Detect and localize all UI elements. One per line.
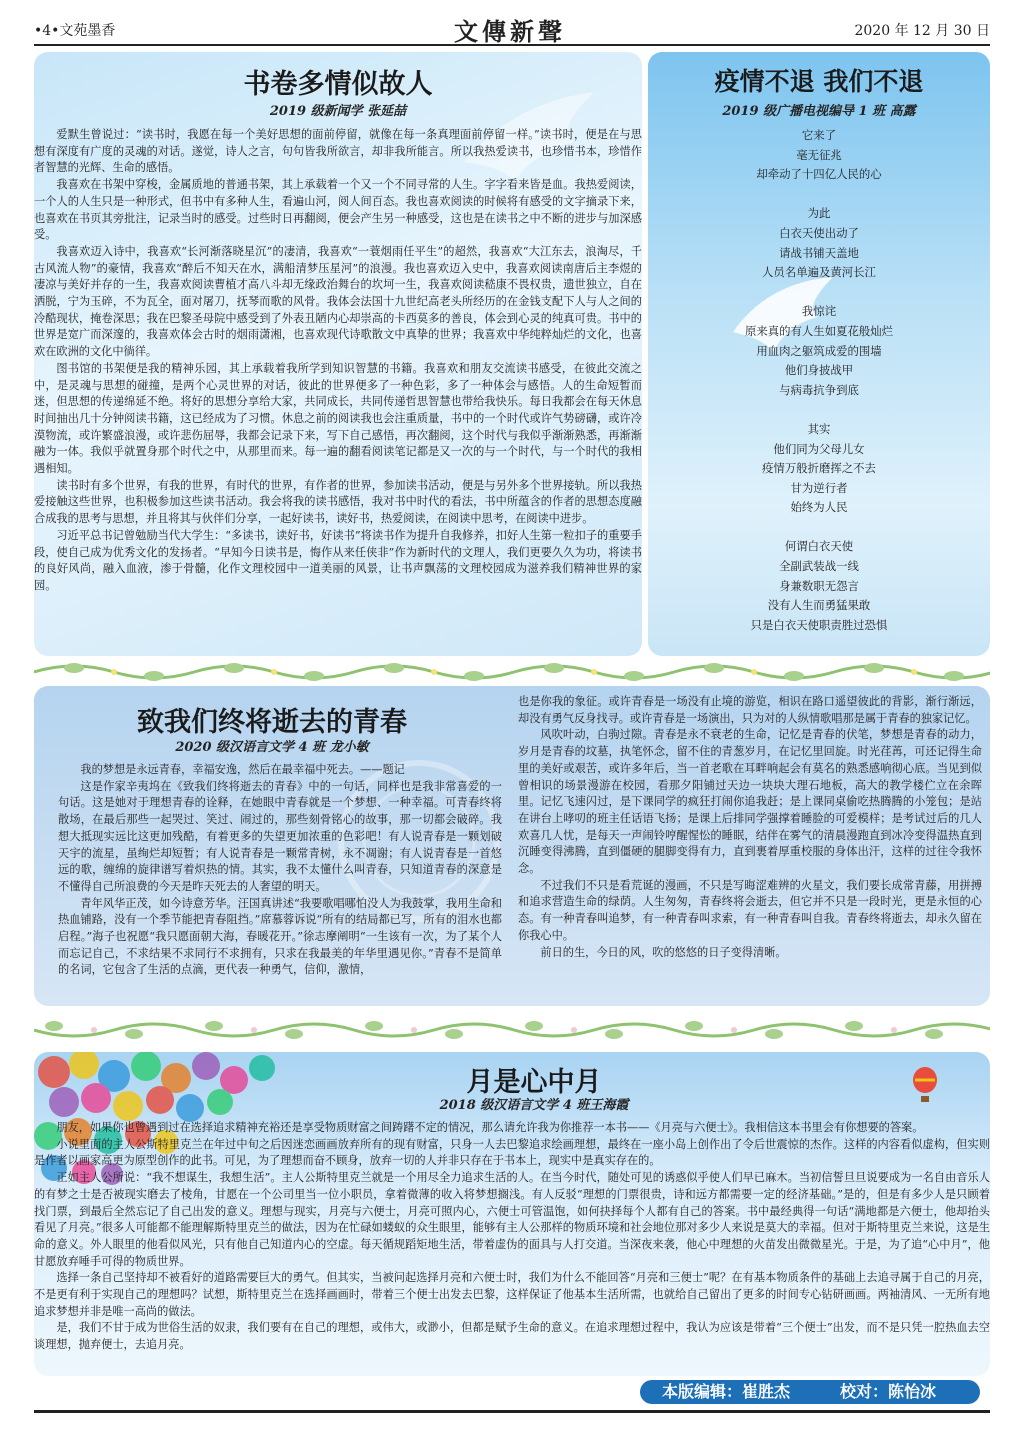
poem-stanza bbox=[648, 420, 990, 518]
poem-stanza bbox=[648, 126, 990, 185]
article2-byline: 2019 级广播电视编导 1 班 高露 bbox=[722, 104, 916, 119]
article3-paragraph: 风吹叶动，白驹过隙。青春是永不衰老的生命，记忆是青春的伏笔，梦想是青春的动力，岁月是青春的坟墓，执笔怀念，留不住的青葱岁月，在记忆里回旋。时光荏苒，可还记得生命里的美好或艰苦，或许多年后，当一首老歌在耳畔响起会有莫名的熟悉感响彻心底。当见到似曾相识的场景漫游在校园，看那夕阳铺过天边一块块大理石地板，高大的教学楼伫立在余晖里。记忆飞速闪过，是下课同学的疯狂打闹你追我赶；是上课同桌偷吃热腾腾的小笼包；是站在讲台上哮叨的班主任话语飞扬；是课上后排同学强撑着睡脸的可爱模样；是考试过后的几人欢喜几人忧，是每天一声闹铃哼醒惺忪的睡眠，结伴在雾气的清晨漫跑直到冰冷变得温热直到沉睡变得沸腾，直到僵硬的腿脚变得有力，直到裹着厚重校服的身体出汗，这样的过往令我怀念。 bbox=[518, 728, 982, 876]
article4-paragraph: 正如主人公所说：“我不想谋生，我想生活”。主人公斯特里克兰就是一个用尽全力追求生活的人。在当今时代，随处可见的诱惑似乎使人们早已麻木。当初信誓旦旦说要成为一名自由音乐人的有梦之士是否被现实磨去了棱角，甘愿在一个公司里当一位小职员，拿着微薄的收入将梦想搁浅。有人反驳“理想的门票很贵，诗和远方都需要一定的经济基础。”是的，但是有多少人是只顾着找门票，到最后全然忘记了自己出发的意义。理想与现实，月亮与六便士，月亮可照内心，六便士可管温饱，如何抉择每个人都有自己的答案。书中最经典得一句话“满地都是六便士，他却抬头看见了月亮。”很多人可能都不能理解斯特里克兰的做法，因为在忙碌如蝼蚁的众生眼里，能够有主人公那样的物质环境和社会地位那对多少人来说是莫大的幸福。但对于斯特里克兰来说，这是生命的意义。外人眼里的他看似风光，只有他自己知道内心的空虚。每天循规蹈矩地生活，带着虚伪的面具与人打交道。当深夜来袭，他心中理想的火苗发出微微星光。于是，为了追“心中月”，他甘愿放弃唾手可得的物质世界。 bbox=[34, 1171, 990, 1268]
article1-paragraph: 读书时有多个世界，有我的世界，有时代的世界，有作者的世界，参加读书活动，便是与另外多个世界接轨。所以我热爱接触这些世界，也积极参加这些读书活动。我会将我的读书感悟，我对书中时代的看法，书中所蕴含的作者的思想态度融合成我的思考与思想，并且将其与伙伴们分享，一起好读书，读好书，热爱阅读，在阅读中思考，在阅读中进步。 bbox=[34, 478, 642, 526]
poem-line: 他们同为父母儿女 bbox=[773, 441, 865, 456]
article1-paragraph: 我喜欢在书架中穿梭，金属质地的普通书架，其上承载着一个又一个不同寻常的人生。字字看来皆是血。我热爱阅读，一个人的人生只是一种形式，但书中有多种人生，看遍山河，阅人间百态。我也喜欢阅读的时候将有感受的文字摘录下来，也喜欢在书页其旁批注，记录当时的感受。过些时日再翻阅，便会产生另一种感受，这也是在读书之中不断的进步与加深感受。 bbox=[34, 178, 642, 242]
article4-paragraph: 选择一条自己坚持却不被看好的道路需要巨大的勇气。但其实，当被问起选择月亮和六便士时，我们为什么不能回答“月亮和三便士”呢？在有基本物质条件的基础上去追寻属于自己的月亮，不是更有利于实现自己的理想吗？试想，斯特里克兰在选择画画时，带着三个便士出发去巴黎，这样保证了他基本生活所需，也就给自己留出了更多的时间专心钻研画画。两袖清风、一无所有地追求梦想并非是唯一高尚的做法。 bbox=[34, 1271, 990, 1318]
page-header bbox=[34, 12, 990, 46]
page-section-label: •4•文苑墨香 bbox=[34, 23, 116, 39]
article3-col1 bbox=[58, 762, 502, 979]
poem-line: 为此 bbox=[807, 206, 831, 221]
poem-line: 人员名单遍及黄河长江 bbox=[762, 265, 876, 280]
poem-line: 用血肉之躯筑成爱的围墙 bbox=[756, 343, 882, 358]
article3-paragraph: 不过我们不只是看荒诞的漫画，不只是写晦涩难辨的火星文，我们要长成常青藤，用拼搏和追求营造生命的绿荫。人生匆匆，青春终将会逝去，但它并不只是一段时光，更是永恒的心态。有一种青春叫追梦，有一种青春叫求索，有一种青春叫自我。青春终将逝去，却永久留在你我心中。 bbox=[518, 878, 982, 942]
article1-body bbox=[34, 127, 642, 595]
article2-title: 疫情不退 我们不退 bbox=[714, 67, 924, 96]
article4-body bbox=[34, 1120, 990, 1354]
footer-rule bbox=[34, 1410, 990, 1413]
poem-stanza bbox=[648, 537, 990, 635]
poem-line: 我惊诧 bbox=[801, 304, 837, 319]
poem-line: 其实 bbox=[807, 421, 831, 436]
article3-paragraph: 这是作家辛夷坞在《致我们终将逝去的青春》中的一句话，同样也是我非常喜爱的一句话。这是她对于理想青春的诠释，在她眼中青春就是一个梦想、一种幸福。可青春终将散场，在最后那些一起哭过、笑过、闹过的，那些刻骨铭心的故事，那一切都会破碎。我想大抵现实远比这更加残酷，有着更多的失望更加浓重的色彩吧！有人说青春是一颗划破天宇的流星，虽绚烂却短暂；有人说青春是一颗常青树，永不凋谢；有人说青春是一首悠远的歌，缠绵的旋律谱写着炽热的情。其实，我不太懂什么叫青春，只知道青春的深意是不懂得自己所浪费的今天是昨天死去的人奢望的明天。 bbox=[58, 779, 502, 893]
article1-byline: 2019 级新闻学 张延喆 bbox=[269, 104, 407, 119]
article3-paragraph: 也是你我的象征。或许青春是一场没有止境的游览，相识在路口遥望彼此的背影，渐行渐远，却没有勇气反身找寻。或许青春是一场演出，只为对的人纵情歌唱那是属于青春的独家记忆。 bbox=[518, 695, 982, 725]
poem-line: 身兼数职无怨言 bbox=[779, 578, 859, 593]
article1-paragraph: 我喜欢迈入诗中，我喜欢“长河渐落晓星沉”的凄清，我喜欢“一蓑烟雨任平生”的超然，我喜欢“大江东去，浪淘尽，千古风流人物”的豪情，我喜欢“醉后不知天在水，满船清梦压星河”的浪漫。我也喜欢迈入史中，我喜欢阅读南唐后主李煜的凄凉与美好并存的一生，我喜欢阅读曹植才高八斗却无缘政治舞台的坎坷一生，我喜欢阅读嵇康不畏权贵，遗世独立，自在洒脱，宁为玉碎，不为瓦全，面对屠刀，抚琴而歌的风骨。我体会法国十九世纪高老头所经历的在金钱支配下人与人之间的冷酷现状，掩卷深思；我在巴黎圣母院中感受到了外表丑陋内心却崇高的卡西莫多的善良，体会到心灵的纯真可贵。书中的世界是宽广而深邃的，我喜欢体会古时的烟雨潇湘，也喜欢现代诗歌散文中真挚的世界；我喜欢中华纯粹灿烂的文化，也喜欢在欧洲的文化中徜徉。 bbox=[34, 244, 642, 359]
article1-paragraph: 图书馆的书架便是我的精神乐园，其上承载着我所学到知识智慧的书籍。我喜欢和朋友交流读书感受，在彼此交流之中，是灵魂与思想的碰撞，是两个心灵世界的对话，彼此的世界便多了一种色彩，多了一种体会与感悟。人的生命短暂而迷，但思想的传递绵延不绝。将好的思想分享给大家，共同成长，共同传递哲思智慧也带给我快乐。每日我都会在每天休息时间抽出几十分钟阅读书籍，这已经成为了习惯。休息之前的阅读我也会注重质量，书中的一个时代或许气势磅礴，或许冷漠物流，或许繁盛浪漫，或许悲伤屈辱，我都会记录下来，写下自己感悟，再次翻阅，这个时代与我似乎渐渐熟悉，再渐渐融为一体。我似乎就置身那个时代之中，从那里而来。每一遍的翻看阅读笔记都是又一次的与一个时代，与一个时代的我相遇相知。 bbox=[34, 361, 642, 476]
article4-byline: 2018 级汉语言文学 4 班王海霞 bbox=[439, 1098, 629, 1113]
article4-paragraph: 是，我们不甘于成为世俗生活的奴隶，我们要有在自己的理想，或伟大，或渺小，但都是赋予生命的意义。在追求理想过程中，我认为应该是带着“三个便士”出发，而不是只凭一腔热血去空谈理想，抛弃便士，去追月亮。 bbox=[34, 1321, 990, 1352]
poem-line: 原来真的有人生如夏花般灿烂 bbox=[744, 323, 894, 338]
article4-paragraph: 朋友，如果你也曾遇到过在选择追求精神充裕还是享受物质财富之间踌躇不定的情况，那么请允许我为你推荐一本书——《月亮与六便士》。我相信这本书里会有你想要的答案。 bbox=[56, 1121, 924, 1134]
leaf-vine-divider-icon bbox=[34, 1018, 990, 1042]
editor-credit-box bbox=[640, 1380, 980, 1404]
article1-title: 书卷多情似故人 bbox=[243, 69, 433, 100]
proofreader-credit: 校对：陈怡冰 bbox=[840, 1382, 937, 1401]
poem-line: 始终为人民 bbox=[790, 500, 848, 515]
poem-line: 请战书铺天盖地 bbox=[779, 245, 859, 260]
article4-title: 月是心中月 bbox=[466, 1067, 602, 1098]
poem-line: 却牵动了十四亿人民的心 bbox=[756, 167, 882, 182]
article3-byline: 2020 级汉语言文学 4 班 龙小敏 bbox=[175, 740, 369, 755]
article3-title: 致我们终将逝去的青春 bbox=[137, 707, 407, 738]
poem-line: 何谓白衣天使 bbox=[784, 539, 854, 554]
article4-paragraph: 小说里面的主人公斯特里克兰在年过中旬之后因迷恋画画放弃所有的现有财富，只身一人去巴黎追求绘画理想，最终在一座小岛上创作出了令后世震惊的杰作。这样的内容看似虚构，但实则是作者以画家高更为原型创作的此书。可见，为了理想而奋不顾身，放弃一切的人并非只存在于书本上，现实中是真实存在的。 bbox=[34, 1137, 990, 1168]
poem-line: 没有人生而勇猛果敢 bbox=[767, 598, 871, 613]
poem-line: 它来了 bbox=[801, 128, 837, 142]
editor-credit: 本版编辑：崔胜杰 bbox=[662, 1382, 791, 1401]
article1-paragraph: 爱默生曾说过：“读书时，我愿在每一个美好思想的面前停留，就像在每一条真理面前停留一样。”读书时，便是在与思想有深度有广度的灵魂的对话。遂觉，诗人之言，句句皆我所欲言，却非我所能言。所以我热爱读书，也珍惜书本，珍惜作者智慧的光辉、生命的感悟。 bbox=[34, 128, 642, 175]
article1-paragraph: 习近平总书记曾勉励当代大学生：“多读书，读好书，好读书”将读书作为提升自我修养，扣好人生第一粒扣子的重要手段，使自己成为优秀文化的发扬者。“早知今日读书是，悔作从来任侠非”作为新时代的文理人，我们更要久久为功，将读书的良好风尚，融入血液，渗于骨髓，化作文理校园中一道美丽的风景，让书声飘荡的文理校园成为滋养我们精神世界的家园。 bbox=[34, 528, 642, 592]
poem-line: 毫无征兆 bbox=[796, 147, 842, 162]
poem-stanza bbox=[648, 204, 990, 282]
masthead: 文傳新聲 bbox=[454, 17, 566, 46]
poem-stanza bbox=[648, 302, 990, 400]
poem-line: 他们身披战甲 bbox=[784, 363, 854, 378]
article3-paragraph: 前日的生，今日的风，吹的悠悠的日子变得清晰。 bbox=[540, 945, 787, 959]
header-rule bbox=[34, 44, 990, 46]
leaf-vine-divider-icon bbox=[34, 660, 990, 684]
poem-line: 与病毒抗争到底 bbox=[779, 382, 859, 397]
poem-line: 全副武装战一线 bbox=[779, 559, 859, 574]
poem-line: 疫情万般折磨挥之不去 bbox=[762, 461, 876, 476]
poem-line: 只是白衣天使职责胜过恐惧 bbox=[750, 617, 888, 632]
issue-date: 2020 年 12 月 30 日 bbox=[854, 23, 990, 39]
poem-line: 甘为逆行者 bbox=[790, 480, 848, 495]
article3-paragraph: 我的梦想是永远青春，幸福安逸，然后在最幸福中死去。——题记 bbox=[80, 763, 405, 776]
article3-paragraph: 青年风华正茂，如今诗意芳华。汪国真讲述“我要歌唱哪怕没人为我鼓掌，我用生命和热血铺路，没有一个季节能把青春阻挡。”席慕蓉诉说“所有的结局都已写，所有的泪水也都启程。”海子也祝愿“我只愿面朝大海，春暖花开。”徐志摩阐明“一生该有一次，为了某个人而忘记自己，不求结果不求同行不求拥有，只求在我最美的年华里遇见你。”青春不是简单的名词，它包含了生活的点滴，更代表一种勇气，信仰，激情， bbox=[58, 896, 502, 977]
article3-col2 bbox=[518, 694, 982, 961]
poem-line: 白衣天使出动了 bbox=[779, 225, 859, 240]
article2-poem bbox=[648, 126, 990, 655]
